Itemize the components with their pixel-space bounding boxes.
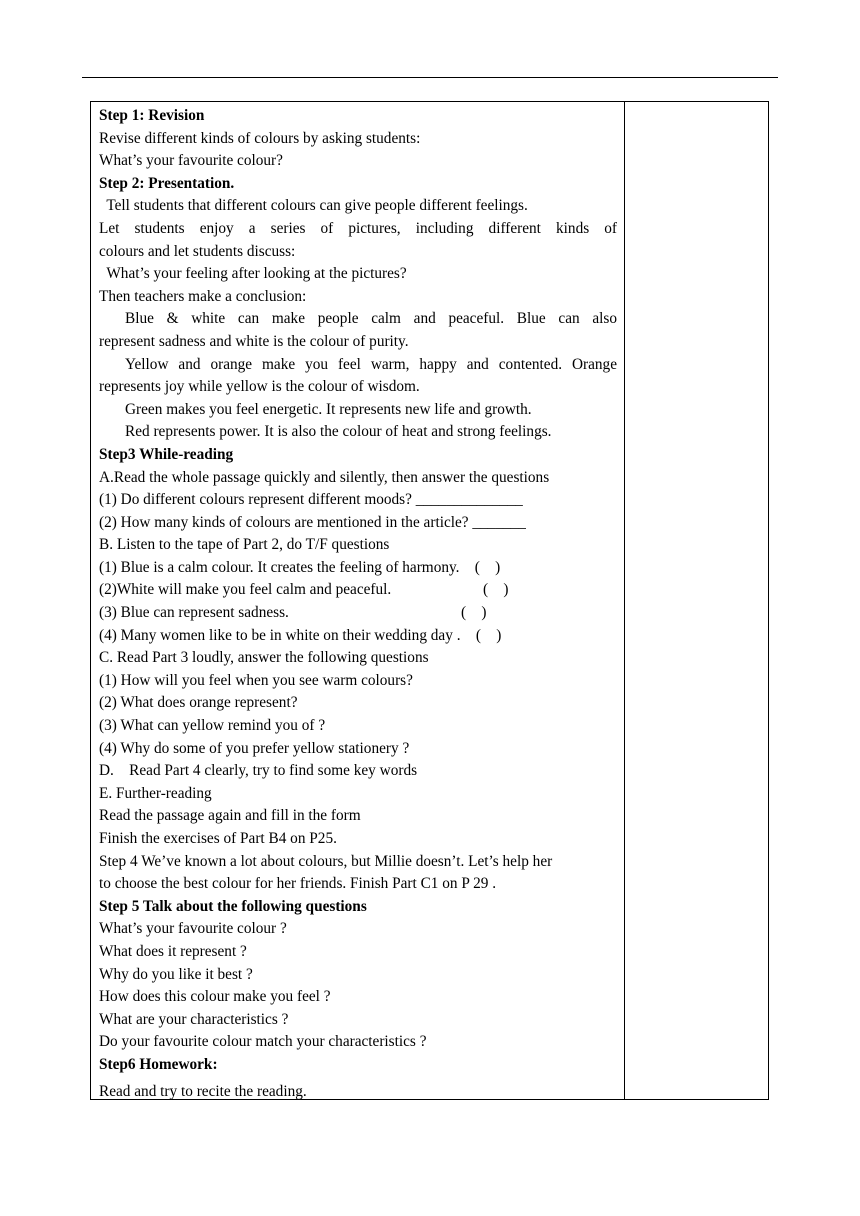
question-line: What are your characteristics ? — [99, 1010, 289, 1028]
question-line: (1) Blue is a calm colour. It creates the feeling of harmony. ( ) — [99, 558, 501, 576]
column-divider — [624, 102, 625, 1099]
text-line: Red represents power. It is also the colour of heat and strong feelings. — [125, 423, 552, 441]
question-line: (2) What does orange represent? — [99, 694, 298, 712]
header-rule — [82, 77, 778, 78]
text-line: Finish the exercises of Part B4 on P25. — [99, 830, 337, 847]
step-heading: Step6 Homework: — [99, 1055, 218, 1073]
text-line: to choose the best colour for her friends. Finish Part C1 on P 29 . — [99, 875, 497, 893]
text-line: What’s your favourite colour? — [99, 152, 283, 170]
text-line: What’s your feeling after looking at the pictures? — [99, 265, 407, 283]
question-line: Do your favourite colour match your characteristics ? — [99, 1033, 427, 1051]
question-line: What does it represent ? — [99, 942, 247, 960]
text-line: represent sadness and white is the colour of purity. — [99, 332, 409, 350]
text-line: Read and try to recite the reading. — [99, 1082, 307, 1100]
text-line: Green makes you feel energetic. It represents new life and growth. — [125, 400, 532, 418]
text-line: D. Read Part 4 clearly, try to find some key words — [99, 762, 418, 780]
text-line: C. Read Part 3 loudly, answer the following questions — [99, 649, 429, 667]
question-line: (3) Blue can represent sadness. ( ) — [99, 604, 487, 622]
text-line: colours and let students discuss: — [99, 242, 296, 260]
text-line: Step 4 We’ve known a lot about colours, but Millie doesn’t. Let’s help her — [99, 852, 553, 870]
text-line: Yellow and orange make you feel warm, happy and contented. Orange — [125, 355, 617, 373]
question-line: (2)White will make you feel calm and peaceful. ( ) — [99, 581, 509, 599]
text-line: Let students enjoy a series of pictures, including different kinds of — [99, 219, 617, 237]
procedure-cell — [99, 105, 617, 1103]
text-line: E. Further-reading — [99, 784, 212, 802]
question-line: (2) How many kinds of colours are mentioned in the article? _______ — [99, 513, 526, 531]
question-line: (3) What can yellow remind you of ? — [99, 717, 326, 735]
step-heading: Step 2: Presentation. — [99, 174, 235, 192]
question-line: (4) Why do some of you prefer yellow stationery ? — [99, 739, 410, 757]
text-line: B. Listen to the tape of Part 2, do T/F questions — [99, 536, 390, 554]
question-line: (1) Do different colours represent different moods? ______________ — [99, 491, 523, 509]
step-heading: Step 1: Revision — [99, 107, 205, 124]
question-line: (1) How will you feel when you see warm colours? — [99, 671, 413, 689]
text-line: Revise different kinds of colours by asking students: — [99, 129, 421, 147]
step-heading: Step3 While-reading — [99, 445, 234, 463]
text-line: A.Read the whole passage quickly and silently, then answer the questions — [99, 468, 550, 486]
question-line: (4) Many women like to be in white on their wedding day . ( ) — [99, 626, 502, 644]
question-line: What’s your favourite colour ? — [99, 920, 287, 938]
text-line: Read the passage again and fill in the form — [99, 807, 361, 825]
text-line: represents joy while yellow is the colour of wisdom. — [99, 378, 420, 396]
text-line: Blue & white can make people calm and peaceful. Blue can also — [125, 310, 617, 328]
text-line: Then teachers make a conclusion: — [99, 287, 307, 305]
text-line: Tell students that different colours can give people different feelings. — [99, 197, 528, 215]
question-line: Why do you like it best ? — [99, 965, 253, 983]
question-line: How does this colour make you feel ? — [99, 988, 331, 1006]
step-heading: Step 5 Talk about the following questions — [99, 897, 367, 915]
lesson-plan-table — [90, 101, 769, 1100]
